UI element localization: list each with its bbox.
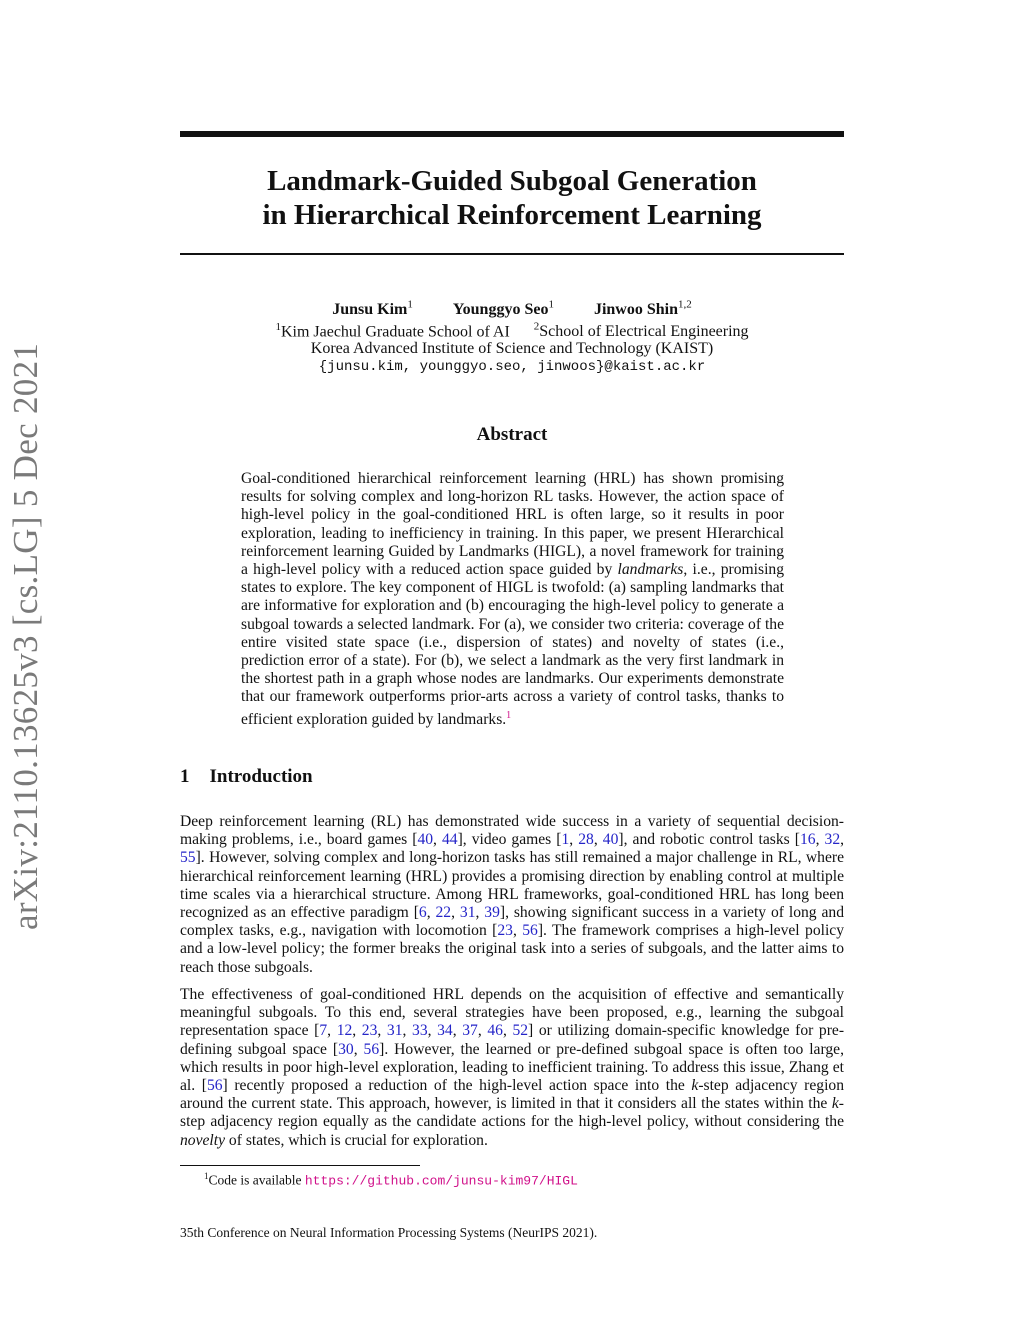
citation-link[interactable]: 52 (512, 1022, 529, 1040)
code-repository-link[interactable]: https://github.com/junsu-kim97/HIGL (304, 1173, 578, 1189)
arxiv-identifier: arXiv:2110.13625v3 [cs.LG] 5 Dec 2021 (6, 342, 45, 930)
citation-link[interactable]: 44 (441, 831, 458, 849)
abstract-heading: Abstract (476, 424, 548, 445)
citation-link[interactable]: 56 (522, 922, 538, 940)
title-line-1: Landmark-Guided Subgoal Generation (267, 165, 757, 197)
citation-link[interactable]: 34 (437, 1022, 453, 1040)
footnote-link[interactable]: 1 (506, 709, 512, 721)
title-top-rule (180, 131, 844, 137)
citation-link[interactable]: 23 (361, 1022, 378, 1040)
author: Jinwoo Shin$^{1,2}$ (593, 299, 692, 319)
citation-link[interactable]: 1 (561, 831, 570, 849)
author: Younggyo Seo$^1$ (452, 299, 554, 319)
title-bottom-rule (180, 253, 844, 255)
citation-link[interactable]: 6 (418, 904, 427, 922)
citation-link[interactable]: 7 (319, 1022, 328, 1040)
citation-link[interactable]: 56 (206, 1077, 223, 1095)
intro-paragraph-1: Deep reinforcement learning (RL) has demonstrated wide success in a variety of sequential decision-making problems, i.e., board games [40, 44], video games [1, 28, 40], and robotic control tasks [16, 32, 55]. However, solving complex and long-horizon tasks has still remained a major challenge in RL, where hierarchical reinforcement learning (HRL) provides a promising direction by enabling control at multiple time scales via a hierarchical structure. Among HRL frameworks, goal-conditioned HRL has long been recognized as an effective paradigm [6, 22, 31, 39], showing significant success in a variety of long and complex tasks, e.g., navigation with locomotion [23, 56]. The framework comprises a high-level policy and a low-level policy; the former breaks the original task into a series of subgoals, and the latter aims to reach those subgoals. (180, 813, 845, 976)
citation-link[interactable]: 40 (417, 831, 434, 849)
affiliation-ee-school: School of Electrical Engineering (539, 323, 749, 341)
abstract-body: Goal-conditioned hierarchical reinforcement learning (HRL) has shown promising results for solving complex and long-horizon RL tasks. However, the action space of high-level policy in the goal-conditioned HRL is often large, so it results in poor exploration, leading to inefficiency in training. In this paper, we present HIerarchical reinforcement learning Guided by Landmarks (HIGL), a novel framework for training a high-level policy with a reduced action space guided by landmarks, i.e., promising states to explore. The key component of HIGL is twofold: (a) sampling landmarks that are informative for exploration and (b) encouraging the high-level policy to generate a subgoal towards a selected landmark. For (a), we consider two criteria: coverage of the entire visited state space (i.e., dispersion of states) and novelty of states (i.e., prediction error of a state). For (b), we select a landmark as the very first landmark in the shortest path in a graph whose nodes are landmarks. Our experiments demonstrate that our framework outperforms prior-arts across a variety of control tasks, thanks to efficient exploration guided by landmarks.$^1$ (241, 470, 784, 728)
footnote: $^1$Code is available https://github.com/junsu-kim97/HIGL (204, 1171, 578, 1189)
citation-link[interactable]: 46 (487, 1022, 503, 1040)
title-line-2: in Hierarchical Reinforcement Learning (262, 199, 762, 231)
citation-link[interactable]: 31 (386, 1022, 403, 1040)
citation-link[interactable]: 32 (824, 831, 841, 849)
citation-link[interactable]: 40 (602, 831, 619, 849)
author: Junsu Kim$^1$ (332, 299, 413, 319)
citation-link[interactable]: 23 (497, 922, 513, 940)
citation-link[interactable]: 16 (799, 831, 816, 849)
venue-note: 35th Conference on Neural Information Processing Systems (NeurIPS 2021). (180, 1225, 598, 1240)
institution: Korea Advanced Institute of Science and Technology (KAIST) (310, 340, 714, 357)
citation-link[interactable]: 37 (462, 1022, 478, 1040)
affiliation-ai-school: Kim Jaechul Graduate School of AI (280, 323, 510, 341)
citation-link[interactable]: 56 (363, 1040, 380, 1058)
footnote-rule (180, 1165, 420, 1166)
citation-link[interactable]: 30 (338, 1040, 354, 1058)
author-emails: {junsu.kim, younggyo.seo, jinwoos}@kaist.ac.kr (318, 359, 706, 375)
citation-link[interactable]: 55 (180, 849, 196, 867)
section-heading-introduction: 1 Introduction (180, 766, 313, 787)
citation-link[interactable]: 33 (412, 1022, 428, 1040)
paper-title (180, 164, 844, 232)
intro-paragraph-2: The effectiveness of goal-conditioned HRL depends on the acquisition of effective and semantically meaningful subgoals. To this end, several strategies have been proposed, e.g., learning the subgoal representation space [7, 12, 23, 31, 33, 34, 37, 46, 52] or utilizing domain-specific knowledge for pre-defining subgoal space [30, 56]. However, the learned or pre-defined subgoal space is often too large, which results in poor high-level exploration, leading to inefficient training. To address this issue, Zhang et al. [56] recently proposed a reduction of the high-level action space into the k-step adjacency region around the current state. This approach, however, is limited in that it considers all the states within the k-step adjacency region equally as the candidate actions for the high-level policy, without considering the novelty of states, which is crucial for exploration. (180, 986, 845, 1149)
citation-link[interactable]: 31 (459, 904, 476, 922)
citation-link[interactable]: 22 (435, 904, 452, 922)
author-list (180, 299, 844, 319)
citation-link[interactable]: 28 (578, 831, 594, 849)
citation-link[interactable]: 39 (484, 904, 500, 922)
affiliation-line: $^1$Kim Jaechul Graduate School of AI $^2$School of Electrical Engineering (275, 321, 749, 341)
citation-link[interactable]: 12 (336, 1022, 353, 1040)
